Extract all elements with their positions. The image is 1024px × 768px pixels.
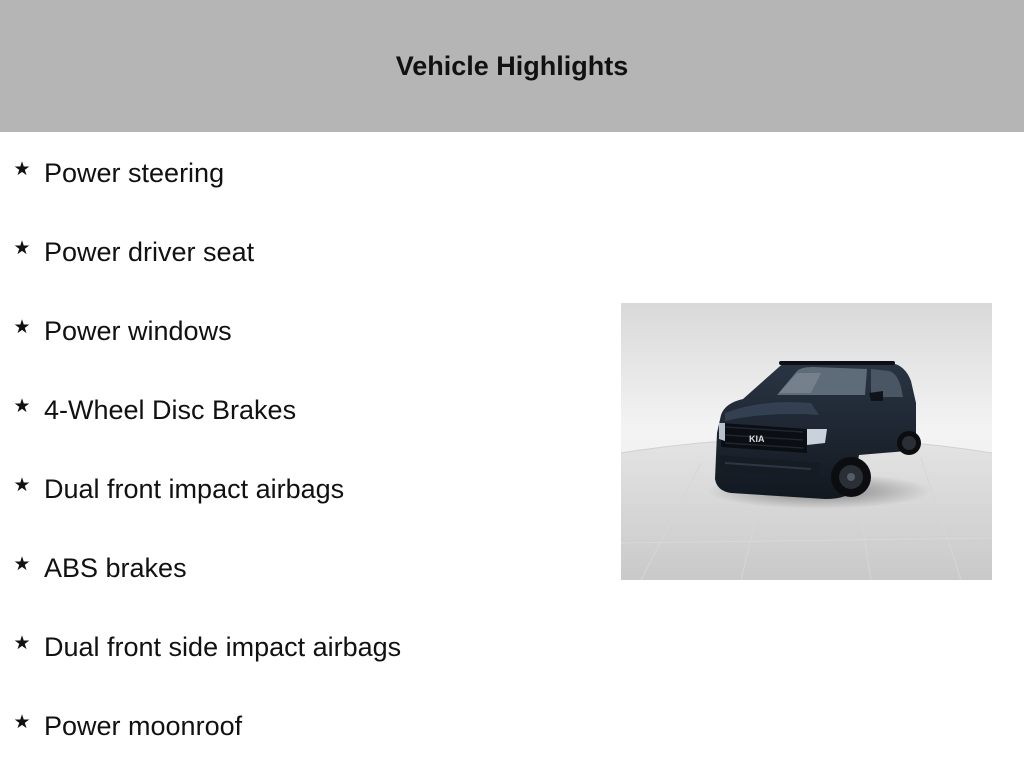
svg-text:KIA: KIA	[749, 434, 765, 444]
star-icon: ★	[13, 711, 31, 733]
highlight-item	[0, 468, 600, 508]
highlight-label: Power driver seat	[44, 237, 255, 267]
highlight-label: Dual front side impact airbags	[44, 632, 402, 662]
star-icon: ★	[13, 632, 31, 654]
star-icon: ★	[13, 237, 31, 259]
highlight-item	[0, 705, 600, 745]
vehicle-image	[621, 303, 992, 580]
page-title: Vehicle Highlights	[395, 50, 629, 81]
star-icon: ★	[13, 158, 31, 180]
star-icon: ★	[13, 553, 31, 575]
star-icon: ★	[13, 316, 31, 338]
highlight-label: Power moonroof	[44, 711, 243, 741]
highlight-item	[0, 626, 600, 666]
page-header	[0, 0, 1024, 132]
vehicle-photo	[621, 303, 992, 580]
highlight-item	[0, 152, 600, 192]
highlight-label: Power steering	[44, 158, 225, 188]
highlight-item	[0, 389, 600, 429]
highlight-item	[0, 547, 600, 587]
star-icon: ★	[13, 395, 31, 417]
highlight-label: Dual front impact airbags	[44, 474, 345, 504]
highlight-label: Power windows	[44, 316, 232, 346]
highlight-label: 4-Wheel Disc Brakes	[44, 395, 297, 425]
highlight-label: ABS brakes	[44, 553, 187, 583]
highlight-item	[0, 231, 600, 271]
highlight-item	[0, 310, 600, 350]
star-icon: ★	[13, 474, 31, 496]
